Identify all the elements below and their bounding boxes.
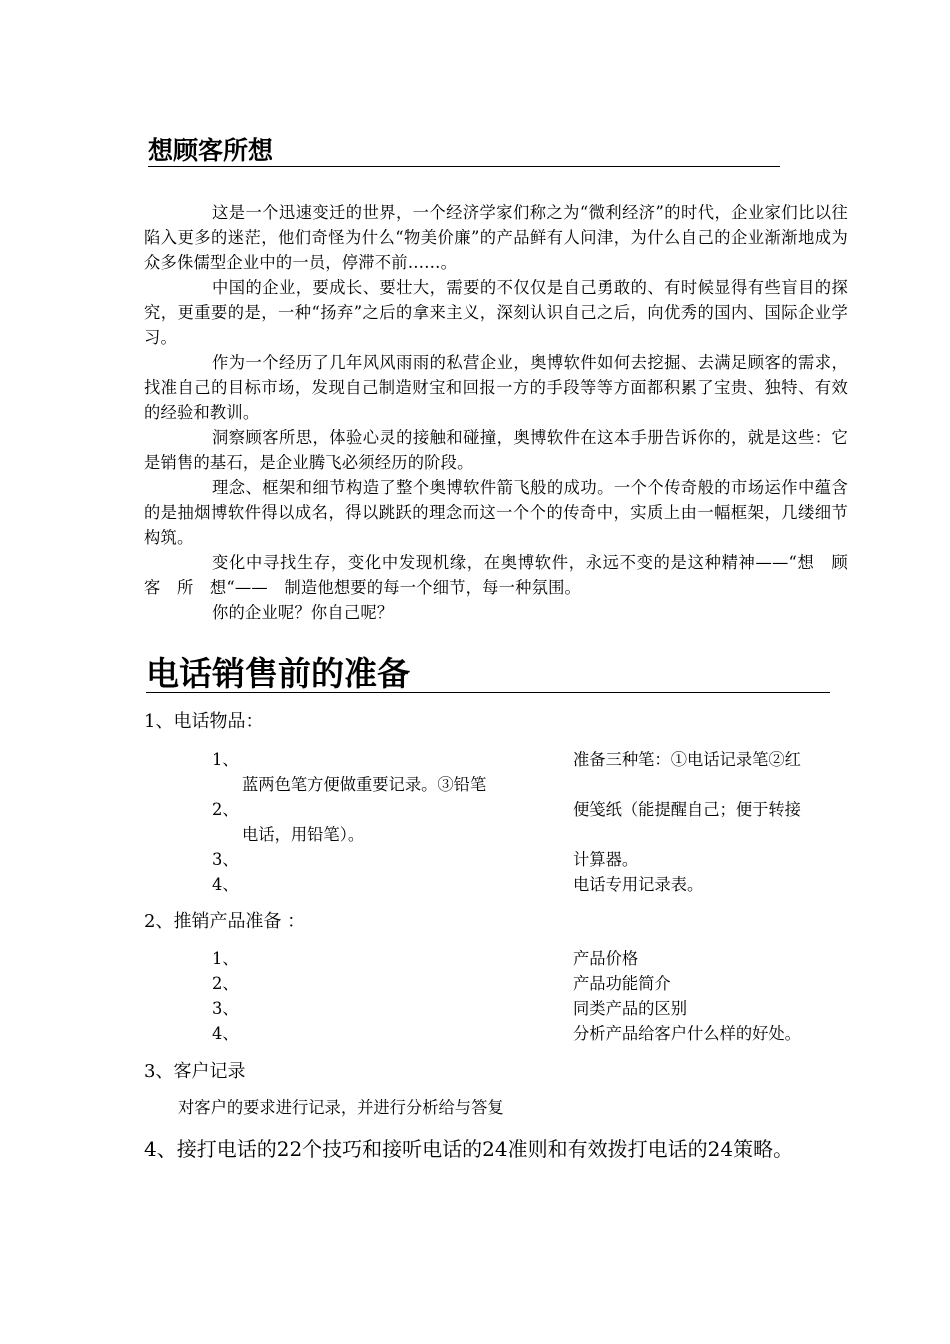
item-number: 4、	[212, 875, 239, 894]
paragraph: 作为一个经历了几年风风雨雨的私营企业，奥博软件如何去挖掘、去满足顾客的需求，找准自己的目标市场，发现自己制造财宝和回报一方的手段等等方面都积累了宝贵、独特、有效的经验和教训。	[144, 353, 848, 422]
subheading-phone-skills: 4、接打电话的22个技巧和接听电话的24准则和有效拨打电话的24策略。	[144, 1137, 794, 1161]
item-text-continued: 电话，用铅笔）。	[242, 825, 365, 844]
subheading-product-prep: 2、推销产品准备 ：	[144, 911, 306, 932]
customer-record-text: 对客户的要求进行记录，并进行分析给与答复	[178, 1098, 504, 1117]
item-text: 电话专用记录表。	[573, 875, 704, 894]
item-text-continued: 蓝两色笔方便做重要记录。③铅笔	[242, 775, 487, 794]
paragraph: 理念、框架和细节构造了整个奥博软件箭飞般的成功。一个个传奇般的市场运作中蕴含的是抽烟博软件得以成名，得以跳跃的理念而这一个个的传奇中，实质上由一幅框架，几缕细节构筑。	[144, 478, 848, 547]
item-number: 3、	[212, 850, 239, 869]
paragraph: 中国的企业，要成长、要壮大，需要的不仅仅是自己勇敢的、有时候显得有些盲目的探究，更重要的是，一种“扬弃”之后的拿来主义，深刻认识自己之后，向优秀的国内、国际企业学习。	[144, 278, 848, 347]
item-number: 2、	[212, 800, 239, 819]
item-text: 计算器。	[573, 850, 639, 869]
paragraph: 这是一个迅速变迁的世界，一个经济学家们称之为“微利经济”的时代，企业家们比以往陷入更多的迷茫，他们奇怪为什么“物美价廉”的产品鲜有人问津，为什么自己的企业渐渐地成为众多侏儒型企业中的一员，停滞不前……。	[144, 203, 848, 272]
item-text: 产品功能简介	[573, 974, 671, 993]
item-number: 3、	[212, 999, 239, 1018]
intro-text	[144, 200, 865, 625]
section-title-phone-prep: 电话销售前的准备	[146, 656, 830, 693]
subheading-customer-record: 3、客户记录	[144, 1061, 246, 1082]
section-title-customer: 想顾客所想	[148, 136, 780, 167]
item-number: 1、	[212, 949, 239, 968]
item-text: 准备三种笔：①电话记录笔②红	[573, 750, 801, 769]
item-number: 4、	[212, 1024, 239, 1043]
paragraph: 洞察顾客所思，体验心灵的接触和碰撞，奥博软件在这本手册告诉你的，就是这些：它是销售的基石，是企业腾飞必须经历的阶段。	[144, 428, 848, 472]
item-text: 产品价格	[573, 949, 639, 968]
subheading-phone-items: 1、电话物品：	[144, 711, 264, 732]
item-text: 分析产品给客户什么样的好处。	[573, 1024, 801, 1043]
paragraph: 你的企业呢？你自己呢？	[212, 603, 394, 622]
paragraph: 变化中寻找生存，变化中发现机缘，在奥博软件，永远不变的是这种精神——“想 顾 客 所 想“—— 制造他想要的每一个细节，每一种氛围。	[144, 553, 865, 597]
item-number: 2、	[212, 974, 239, 993]
item-text: 同类产品的区别	[573, 999, 687, 1018]
item-text: 便笺纸（能提醒自己；便于转接	[573, 800, 801, 819]
item-number: 1、	[212, 750, 239, 769]
